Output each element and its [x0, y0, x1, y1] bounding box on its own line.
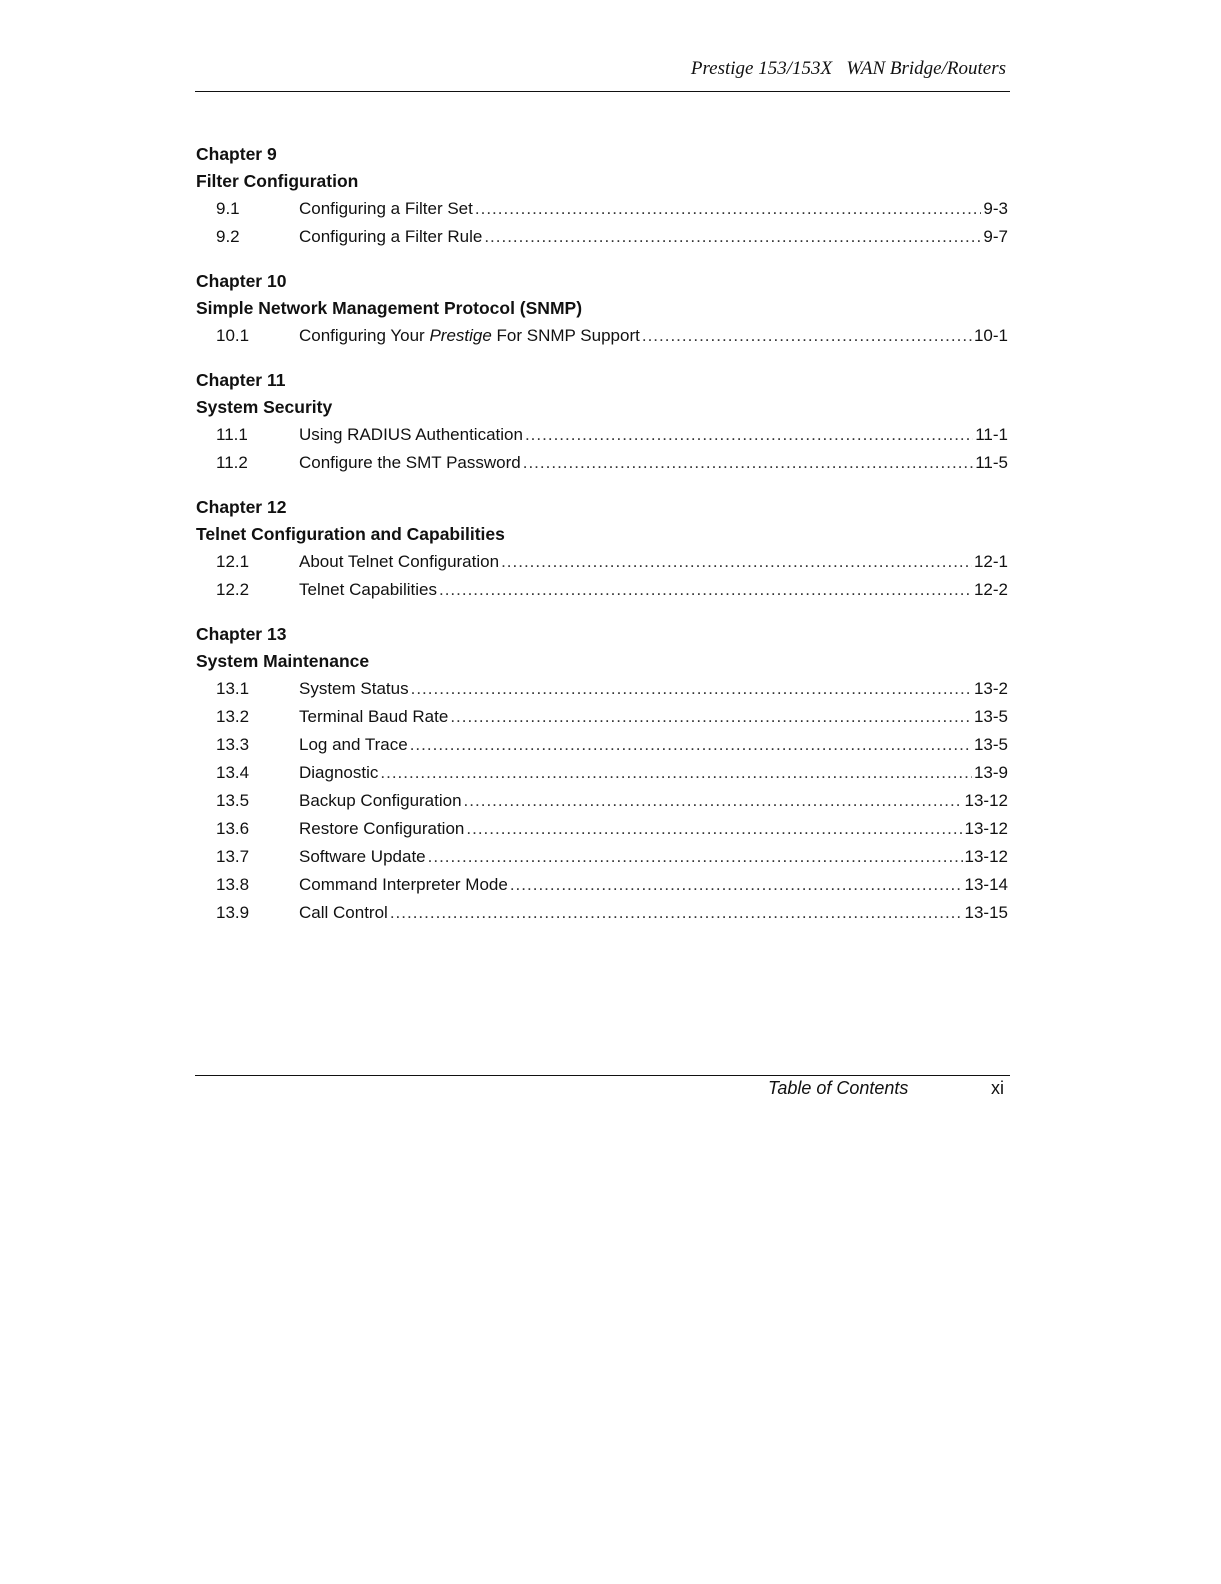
chapter-13	[196, 621, 1008, 927]
toc-entry[interactable]	[196, 576, 1008, 604]
dot-leader	[501, 548, 972, 576]
toc-entry[interactable]	[196, 322, 1008, 350]
dot-leader	[439, 576, 972, 604]
entry-number: 13.6	[216, 819, 250, 838]
footer-rule	[195, 1075, 1010, 1076]
entry-title: About Telnet Configuration	[299, 552, 500, 571]
toc-entry[interactable]	[196, 195, 1008, 223]
entry-page: 13-14	[964, 875, 1008, 894]
entry-page: 13-12	[964, 791, 1008, 810]
entry-number: 12.2	[216, 580, 250, 599]
running-header-title: Prestige 153/153X WAN Bridge/Routers	[690, 58, 1006, 79]
dot-leader	[523, 449, 974, 477]
chapter-label: Chapter 12	[196, 497, 287, 517]
entry-number: 10.1	[216, 326, 250, 345]
entry-title: Restore Configuration	[299, 819, 465, 838]
entry-number: 13.1	[216, 679, 250, 698]
dot-leader	[510, 871, 963, 899]
entry-number: 11.1	[216, 425, 248, 444]
toc-entry[interactable]	[196, 548, 1008, 576]
entry-page: 11-1	[975, 425, 1008, 444]
dot-leader	[475, 195, 982, 223]
toc-entry[interactable]	[196, 223, 1008, 251]
dot-leader	[464, 787, 963, 815]
entry-title: Backup Configuration	[299, 791, 462, 810]
entry-number: 9.1	[216, 199, 240, 218]
entry-page: 12-2	[973, 580, 1008, 599]
dot-leader	[410, 731, 972, 759]
entry-title: Command Interpreter Mode	[299, 875, 508, 894]
entry-number: 9.2	[216, 227, 240, 246]
chapter-11	[196, 367, 1008, 477]
entry-title: Software Update	[299, 847, 426, 866]
entry-title: Log and Trace	[299, 735, 408, 754]
toc-entry[interactable]	[196, 815, 1008, 843]
chapter-title: Filter Configuration	[196, 171, 359, 191]
dot-leader	[390, 899, 963, 927]
entry-page: 13-2	[973, 679, 1008, 698]
entry-title-italic: Prestige	[429, 326, 492, 345]
footer-page-number: xi	[991, 1078, 1004, 1098]
chapter-title: System Security	[196, 397, 333, 417]
chapter-9	[196, 141, 1008, 251]
entry-title-part: For SNMP Support	[491, 326, 640, 345]
entry-number: 13.8	[216, 875, 250, 894]
chapter-12	[196, 494, 1008, 604]
dot-leader	[450, 703, 972, 731]
entry-number: 13.2	[216, 707, 250, 726]
toc-entry[interactable]	[196, 899, 1008, 927]
entry-page: 13-5	[973, 735, 1008, 754]
toc-entry[interactable]	[196, 871, 1008, 899]
toc-entry[interactable]	[196, 703, 1008, 731]
entry-title: Configuring a Filter Set	[299, 199, 473, 218]
chapter-label: Chapter 9	[196, 144, 277, 164]
toc-entry[interactable]	[196, 843, 1008, 871]
dot-leader	[380, 759, 972, 787]
entry-title: System Status	[299, 679, 409, 698]
entry-title	[299, 322, 640, 350]
toc-entry[interactable]	[196, 449, 1008, 477]
chapter-label: Chapter 10	[196, 271, 287, 291]
entry-title: Configure the SMT Password	[299, 453, 521, 472]
entry-page: 13-15	[964, 903, 1008, 922]
dot-leader	[411, 675, 972, 703]
toc-entry[interactable]	[196, 675, 1008, 703]
chapter-title: Simple Network Management Protocol (SNMP)	[196, 298, 583, 318]
toc-entry[interactable]	[196, 421, 1008, 449]
entry-page: 10-1	[973, 326, 1008, 345]
entry-number: 11.2	[216, 453, 248, 472]
entry-page: 11-5	[975, 453, 1008, 472]
entry-title: Configuring a Filter Rule	[299, 227, 483, 246]
entry-title: Telnet Capabilities	[299, 580, 437, 599]
entry-number: 13.4	[216, 763, 250, 782]
chapter-10	[196, 268, 1008, 350]
table-of-contents	[196, 141, 1008, 944]
entry-page: 13-12	[964, 847, 1008, 866]
chapter-label: Chapter 11	[196, 370, 286, 390]
entry-page: 9-3	[983, 199, 1008, 218]
entry-number: 12.1	[216, 552, 250, 571]
chapter-title: Telnet Configuration and Capabilities	[196, 524, 505, 544]
entry-page: 12-1	[973, 552, 1008, 571]
entry-title: Using RADIUS Authentication	[299, 425, 523, 444]
entry-title: Call Control	[299, 903, 388, 922]
entry-page: 13-5	[973, 707, 1008, 726]
entry-page: 9-7	[983, 227, 1008, 246]
entry-page: 13-12	[964, 819, 1008, 838]
dot-leader	[642, 322, 972, 350]
entry-title: Terminal Baud Rate	[299, 707, 449, 726]
toc-entry[interactable]	[196, 731, 1008, 759]
dot-leader	[484, 223, 981, 251]
entry-title: Diagnostic	[299, 763, 379, 782]
entry-number: 13.7	[216, 847, 250, 866]
entry-page: 13-9	[973, 763, 1008, 782]
entry-number: 13.5	[216, 791, 250, 810]
footer-section-title: Table of Contents	[768, 1078, 909, 1098]
toc-entry[interactable]	[196, 759, 1008, 787]
entry-title-part: Configuring Your	[299, 326, 430, 345]
dot-leader	[428, 843, 963, 871]
entry-number: 13.3	[216, 735, 250, 754]
entry-number: 13.9	[216, 903, 250, 922]
chapter-title: System Maintenance	[196, 651, 370, 671]
dot-leader	[466, 815, 962, 843]
toc-entry[interactable]	[196, 787, 1008, 815]
header-rule	[195, 91, 1010, 92]
chapter-label: Chapter 13	[196, 624, 287, 644]
dot-leader	[525, 421, 973, 449]
